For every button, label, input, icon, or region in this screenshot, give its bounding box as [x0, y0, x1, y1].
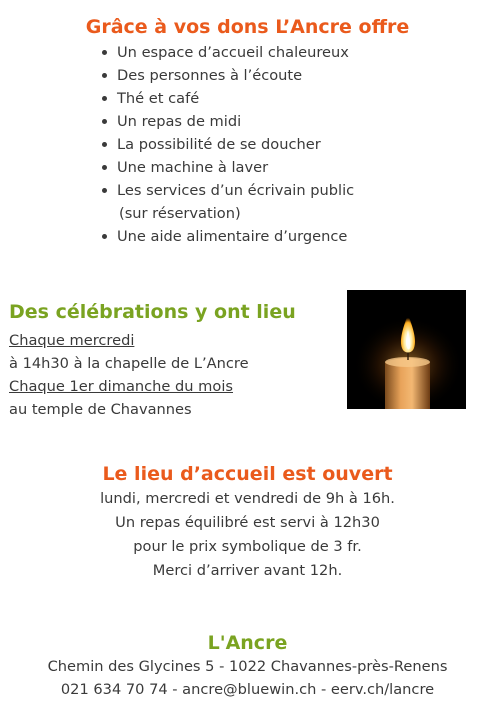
list-item: Une aide alimentaire d’urgence	[102, 225, 354, 248]
list-item: Les services d’un écrivain public (sur réservation)	[102, 179, 354, 225]
celebration-place: à 14h30 à la chapelle de L’Ancre	[9, 355, 249, 372]
offers-heading: Grâce à vos dons L’Ancre offre	[85, 16, 410, 38]
list-item: Une machine à laver	[102, 156, 354, 179]
hours-line: Un repas équilibré est servi à 12h30	[115, 514, 380, 531]
hours-line: lundi, mercredi et vendredi de 9h à 16h.	[100, 490, 395, 507]
list-item: Des personnes à l’écoute	[102, 64, 354, 87]
hours-line: Merci d’arriver avant 12h.	[152, 562, 343, 579]
footer-contact	[0, 655, 495, 701]
offers-list	[102, 41, 354, 248]
list-item-continuation: (sur réservation)	[119, 205, 241, 222]
candle-icon	[347, 290, 466, 409]
list-item: Un espace d’accueil chaleureux	[102, 41, 354, 64]
celebration-day: Chaque mercredi	[9, 332, 135, 349]
celebration-day: Chaque 1er dimanche du mois	[9, 378, 233, 395]
celebration-place: au temple de Chavannes	[9, 401, 192, 418]
hours-heading: Le lieu d’accueil est ouvert	[102, 463, 393, 485]
candle-photo	[347, 290, 466, 409]
address-line: Chemin des Glycines 5 - 1022 Chavannes-près-Renens	[47, 658, 448, 675]
list-item: Thé et café	[102, 87, 354, 110]
list-item: La possibilité de se doucher	[102, 133, 354, 156]
list-item: Un repas de midi	[102, 110, 354, 133]
celebrations-section	[9, 300, 329, 421]
hours-text	[0, 487, 495, 583]
footer-heading: L'Ancre	[207, 632, 288, 654]
contact-line: 021 634 70 74 - ancre@bluewin.ch - eerv.ch/lancre	[60, 681, 435, 698]
celebrations-heading: Des célébrations y ont lieu	[9, 301, 296, 323]
hours-line: pour le prix symbolique de 3 fr.	[133, 538, 362, 555]
